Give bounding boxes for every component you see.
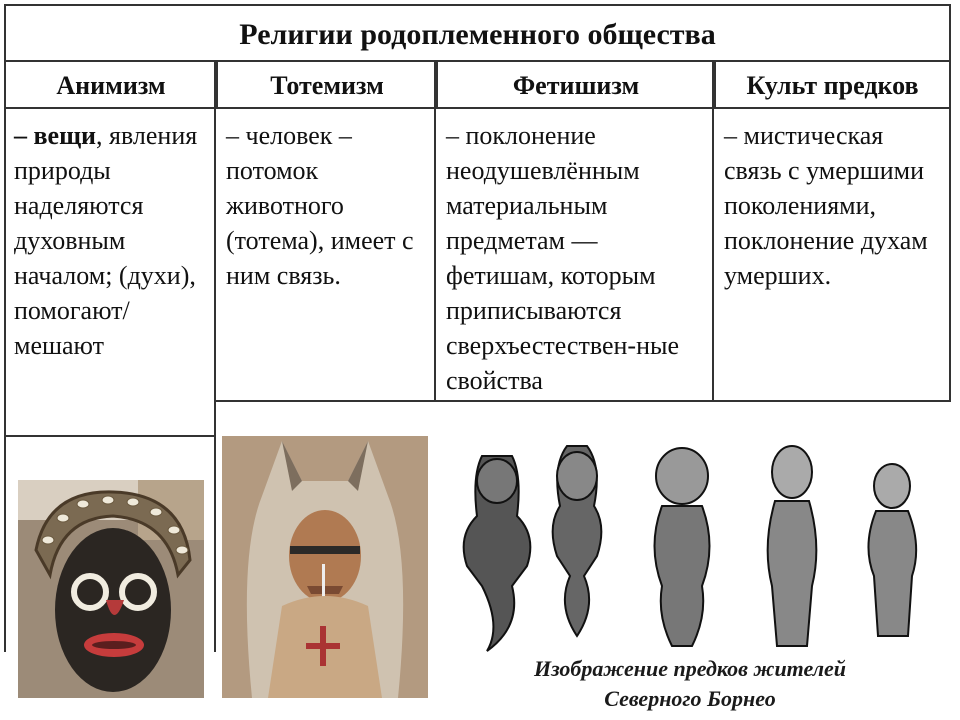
cell-fetishism: – поклонение неодушевлённым материальным предметам — фетишам, которым приписываются сверхъестествен-ные свойства bbox=[446, 121, 679, 395]
cell-animism bbox=[4, 110, 214, 363]
grid-line bbox=[4, 435, 216, 437]
mask-illustration bbox=[18, 480, 204, 698]
totem-portrait-image bbox=[222, 436, 428, 698]
header-animism: Анимизм bbox=[4, 62, 216, 109]
cell-animism-bold: – вещи bbox=[14, 121, 97, 150]
grid-line bbox=[4, 62, 6, 652]
header-fetishism: Фетишизм bbox=[436, 62, 714, 109]
grid-line bbox=[712, 62, 714, 402]
mask-image bbox=[18, 480, 204, 698]
ancestor-figures-illustration bbox=[442, 436, 942, 658]
caption-line-1: Изображение предков жителей bbox=[533, 656, 847, 681]
grid-line bbox=[214, 62, 216, 652]
grid-line bbox=[949, 62, 951, 402]
header-totemism: Тотемизм bbox=[216, 62, 436, 109]
table-title: Религии родоплеменного общества bbox=[4, 4, 951, 62]
figures-caption bbox=[470, 654, 910, 714]
grid-line bbox=[434, 62, 436, 402]
cell-animism-text: , явления природы наделяются духовным началом; (духи), помогают/ мешают bbox=[14, 121, 198, 360]
grid-line bbox=[214, 400, 951, 402]
caption-line-2: Северного Борнео bbox=[604, 686, 776, 711]
ancestor-figures-image bbox=[442, 436, 942, 658]
totem-portrait-illustration bbox=[222, 436, 428, 698]
cell-ancestor-cult: – мистическая связь с умершими поколениями, поклонение духам умерших. bbox=[724, 121, 928, 290]
cell-totemism: – человек – потомок животного (тотема), имеет с ним связь. bbox=[226, 121, 414, 290]
header-ancestor-cult: Культ предков bbox=[714, 62, 951, 109]
